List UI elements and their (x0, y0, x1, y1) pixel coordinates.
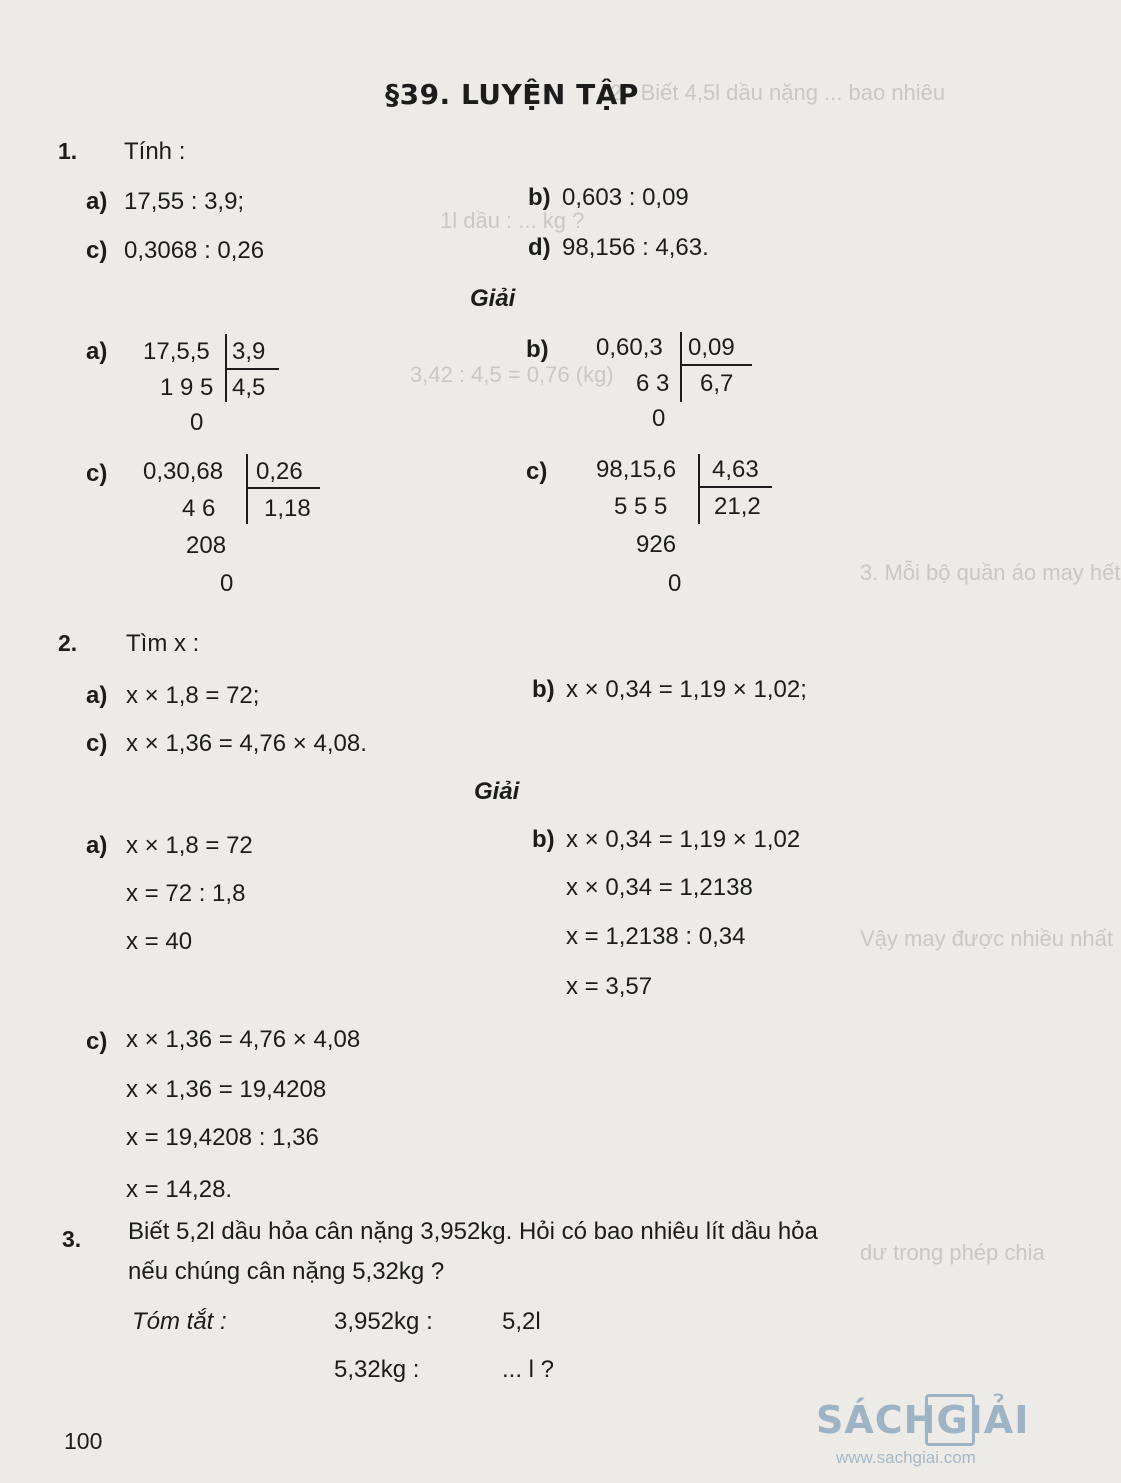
div-d-label: c) (526, 458, 548, 485)
sol-a-line-2: x = 72 : 1,8 (126, 880, 246, 907)
bleed-through-text: Vậy may được nhiều nhất (860, 926, 1113, 951)
div-c-horizontal-bar (246, 487, 320, 489)
div-b-vertical-bar (680, 332, 682, 402)
page-number: 100 (64, 1428, 103, 1454)
ex2-b-expr: x × 0,34 = 1,19 × 1,02; (566, 676, 807, 703)
div-b-horizontal-bar (680, 364, 752, 366)
div-c-divisor: 0,26 (256, 458, 303, 485)
ex1-b-expr: 0,603 : 0,09 (562, 184, 689, 211)
exercise-2-number: 2. (58, 630, 78, 656)
ex1-d-label: d) (528, 234, 551, 261)
exercise-1-prompt: Tính : (124, 138, 186, 165)
sol-c-line-2: x × 1,36 = 19,4208 (126, 1076, 327, 1103)
div-c-remainder: 0 (220, 570, 234, 597)
ex1-solution-heading: Giải (470, 285, 516, 312)
div-a-horizontal-bar (225, 368, 279, 370)
div-b-divisor: 0,09 (688, 334, 735, 361)
div-c-label: c) (86, 460, 108, 487)
div-c-step-2: 208 (186, 532, 227, 559)
div-a-dividend: 17,5,5 (143, 338, 210, 365)
div-a-quotient: 4,5 (232, 374, 266, 401)
div-b-quotient: 6,7 (700, 370, 734, 397)
sol-a-label: a) (86, 832, 108, 859)
watermark-logo: SÁCHGIẢI (816, 1398, 1030, 1442)
page-title: §39. LUYỆN TẬP (385, 78, 639, 111)
div-d-step-2: 926 (636, 531, 677, 558)
div-a-step-1: 1 9 5 (160, 374, 214, 401)
exercise-3-line-2: nếu chúng cân nặng 5,32kg ? (128, 1258, 445, 1285)
sol-a-line-1: x × 1,8 = 72 (126, 832, 253, 859)
bleed-through-text: 3,42 : 4,5 = 0,76 (kg) (410, 362, 614, 387)
sol-c-line-1: x × 1,36 = 4,76 × 4,08 (126, 1026, 361, 1053)
div-c-quotient: 1,18 (264, 495, 311, 522)
exercise-2-prompt: Tìm x : (126, 630, 200, 657)
ex2-solution-heading: Giải (474, 778, 520, 805)
summary-row-1-right: 5,2l (502, 1308, 541, 1335)
ex2-a-expr: x × 1,8 = 72; (126, 682, 260, 709)
sol-c-line-3: x = 19,4208 : 1,36 (126, 1124, 319, 1151)
div-d-quotient: 21,2 (714, 493, 761, 520)
summary-row-2-left: 5,32kg : (334, 1356, 420, 1383)
div-b-remainder: 0 (652, 405, 666, 432)
div-a-label: a) (86, 338, 108, 365)
div-d-divisor: 4,63 (712, 456, 759, 483)
sol-a-line-3: x = 40 (126, 928, 193, 955)
sol-c-label: c) (86, 1028, 108, 1055)
bleed-through-text: dư trong phép chia (860, 1240, 1045, 1265)
ex1-a-label: a) (86, 188, 108, 215)
div-d-horizontal-bar (698, 486, 772, 488)
div-d-dividend: 98,15,6 (596, 456, 677, 483)
sol-b-line-3: x = 1,2138 : 0,34 (566, 923, 746, 950)
ex1-c-expr: 0,3068 : 0,26 (124, 237, 265, 264)
bleed-through-text: 3. Mỗi bộ quần áo may hết (860, 560, 1121, 585)
div-b-dividend: 0,60,3 (596, 334, 663, 361)
sol-b-line-2: x × 0,34 = 1,2138 (566, 874, 753, 901)
ex1-a-expr: 17,55 : 3,9; (124, 188, 245, 215)
ex2-c-label: c) (86, 730, 108, 757)
ex1-d-expr: 98,156 : 4,63. (562, 234, 709, 261)
ex2-c-expr: x × 1,36 = 4,76 × 4,08. (126, 730, 367, 757)
bleed-through-text: 1l dầu : ... kg ? (440, 208, 585, 233)
div-d-remainder: 0 (668, 570, 682, 597)
ex1-c-label: c) (86, 237, 108, 264)
summary-row-2-right: ... l ? (502, 1356, 555, 1383)
summary-row-1-left: 3,952kg : (334, 1308, 433, 1335)
ex2-a-label: a) (86, 682, 108, 709)
div-c-dividend: 0,30,68 (143, 458, 224, 485)
sol-b-label: b) (532, 826, 555, 853)
watermark-url: www.sachgiai.com (836, 1448, 976, 1467)
bleed-through-text: 2. Biết 4,5l dầu nặng ... bao nhiêu (610, 80, 946, 105)
div-c-vertical-bar (246, 454, 248, 524)
div-b-label: b) (526, 336, 549, 363)
summary-label: Tóm tắt : (132, 1308, 227, 1335)
ex2-b-label: b) (532, 676, 555, 703)
ex1-b-label: b) (528, 184, 551, 211)
div-c-step-1: 4 6 (182, 495, 216, 522)
div-d-vertical-bar (698, 454, 700, 524)
div-a-divisor: 3,9 (232, 338, 266, 365)
sol-b-line-1: x × 0,34 = 1,19 × 1,02 (566, 826, 801, 853)
div-d-step-1: 5 5 5 (614, 493, 668, 520)
exercise-3-line-1: Biết 5,2l dầu hỏa cân nặng 3,952kg. Hỏi có bao nhiêu lít dầu hỏa (128, 1218, 818, 1245)
sol-c-line-4: x = 14,28. (126, 1176, 233, 1203)
exercise-1-number: 1. (58, 138, 78, 164)
div-a-remainder: 0 (190, 409, 204, 436)
exercise-3-number: 3. (62, 1226, 82, 1252)
sol-b-line-4: x = 3,57 (566, 973, 653, 1000)
div-b-step-1: 6 3 (636, 370, 670, 397)
